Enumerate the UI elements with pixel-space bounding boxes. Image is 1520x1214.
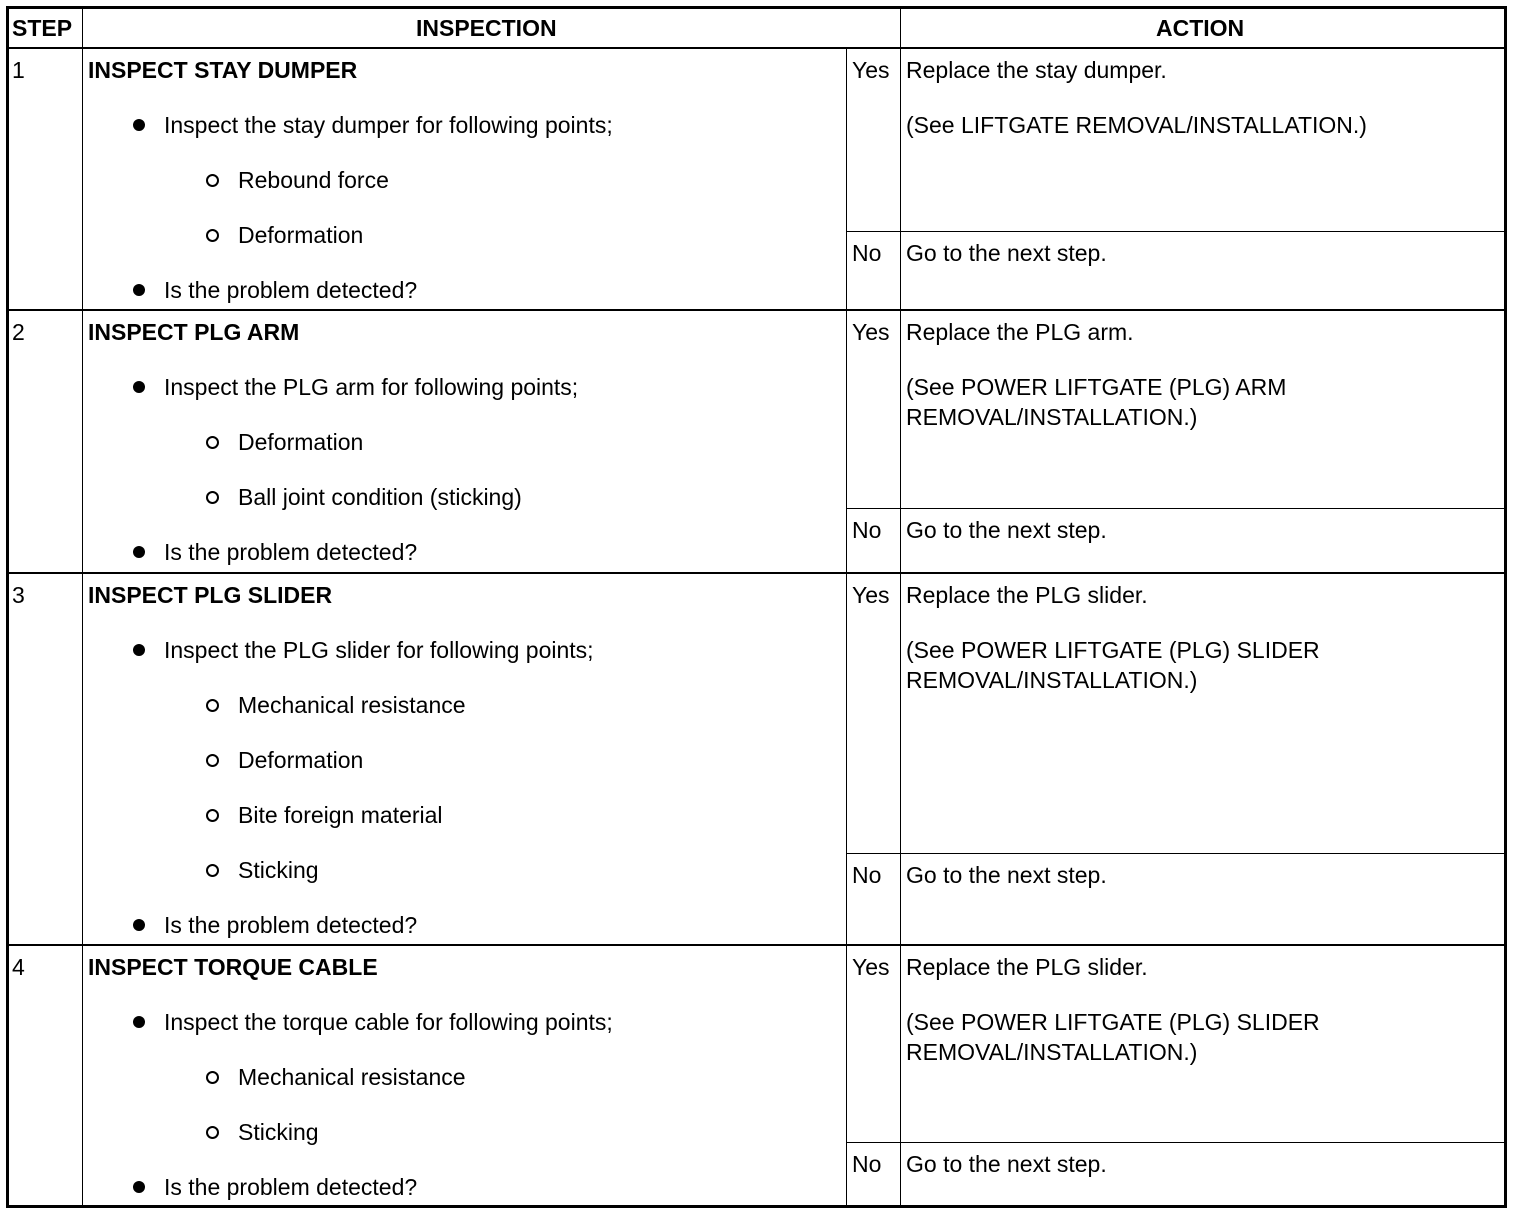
yes-action: Replace the PLG slider. [906,954,1148,980]
inspection-point: Deformation [238,747,364,773]
bullet-icon [133,919,145,931]
inspection-point: Ball joint condition (sticking) [238,484,522,510]
circle-bullet-icon [206,1126,219,1139]
no-action: Go to the next step. [906,1151,1107,1177]
inspection-point: Mechanical resistance [238,692,466,718]
inspection-point: Sticking [238,1119,319,1145]
yes-label: Yes [852,582,890,608]
step-row-divider [8,944,1505,946]
circle-bullet-icon [206,174,219,187]
step-number: 3 [12,582,25,608]
header-step: STEP [12,15,73,41]
no-label: No [852,1151,882,1177]
yes-reference: (See POWER LIFTGATE (PLG) ARM [906,374,1287,400]
circle-bullet-icon [206,491,219,504]
no-action: Go to the next step. [906,240,1107,266]
bullet-icon [133,1181,145,1193]
yes-no-divider [846,231,1505,232]
circle-bullet-icon [206,436,219,449]
circle-bullet-icon [206,754,219,767]
bullet-icon [133,119,145,131]
yes-action: Replace the PLG slider. [906,582,1148,608]
yes-action: Replace the PLG arm. [906,319,1134,345]
yes-reference: (See POWER LIFTGATE (PLG) SLIDER [906,637,1320,663]
circle-bullet-icon [206,699,219,712]
problem-question: Is the problem detected? [164,539,418,565]
inspection-point: Rebound force [238,167,389,193]
no-action: Go to the next step. [906,862,1107,888]
action-column-divider [900,8,901,1206]
inspect-instruction: Inspect the PLG arm for following points; [164,374,579,400]
inspect-instruction: Inspect the stay dumper for following points; [164,112,613,138]
inspection-point: Deformation [238,222,364,248]
header-inspection: INSPECTION [416,15,557,41]
yes-no-divider [846,853,1505,854]
step-row-divider [8,572,1505,574]
step-number: 2 [12,319,25,345]
no-label: No [852,517,882,543]
bullet-icon [133,284,145,296]
header-divider [8,47,1505,49]
step-title: INSPECT TORQUE CABLE [88,954,378,980]
problem-question: Is the problem detected? [164,1174,418,1200]
inspection-point: Sticking [238,857,319,883]
yes-no-column-divider [846,48,847,1206]
yes-reference: REMOVAL/INSTALLATION.) [906,1039,1198,1065]
circle-bullet-icon [206,1071,219,1084]
inspection-point: Bite foreign material [238,802,443,828]
yes-action: Replace the stay dumper. [906,57,1167,83]
bullet-icon [133,546,145,558]
bullet-icon [133,644,145,656]
step-title: INSPECT STAY DUMPER [88,57,358,83]
circle-bullet-icon [206,809,219,822]
yes-no-divider [846,1142,1505,1143]
bullet-icon [133,381,145,393]
header-action: ACTION [1156,15,1245,41]
problem-question: Is the problem detected? [164,912,418,938]
no-action: Go to the next step. [906,517,1107,543]
step-column-divider [82,8,83,1206]
problem-question: Is the problem detected? [164,277,418,303]
yes-label: Yes [852,319,890,345]
step-number: 1 [12,57,25,83]
inspection-point: Mechanical resistance [238,1064,466,1090]
yes-reference: (See LIFTGATE REMOVAL/INSTALLATION.) [906,112,1367,138]
no-label: No [852,240,882,266]
step-row-divider [8,309,1505,311]
yes-label: Yes [852,57,890,83]
circle-bullet-icon [206,864,219,877]
step-title: INSPECT PLG ARM [88,319,300,345]
bullet-icon [133,1016,145,1028]
inspect-instruction: Inspect the PLG slider for following points; [164,637,594,663]
inspection-point: Deformation [238,429,364,455]
yes-reference: REMOVAL/INSTALLATION.) [906,404,1198,430]
yes-reference: (See POWER LIFTGATE (PLG) SLIDER [906,1009,1320,1035]
step-title: INSPECT PLG SLIDER [88,582,333,608]
inspect-instruction: Inspect the torque cable for following points; [164,1009,613,1035]
yes-label: Yes [852,954,890,980]
circle-bullet-icon [206,229,219,242]
yes-reference: REMOVAL/INSTALLATION.) [906,667,1198,693]
step-number: 4 [12,954,25,980]
no-label: No [852,862,882,888]
yes-no-divider [846,508,1505,509]
